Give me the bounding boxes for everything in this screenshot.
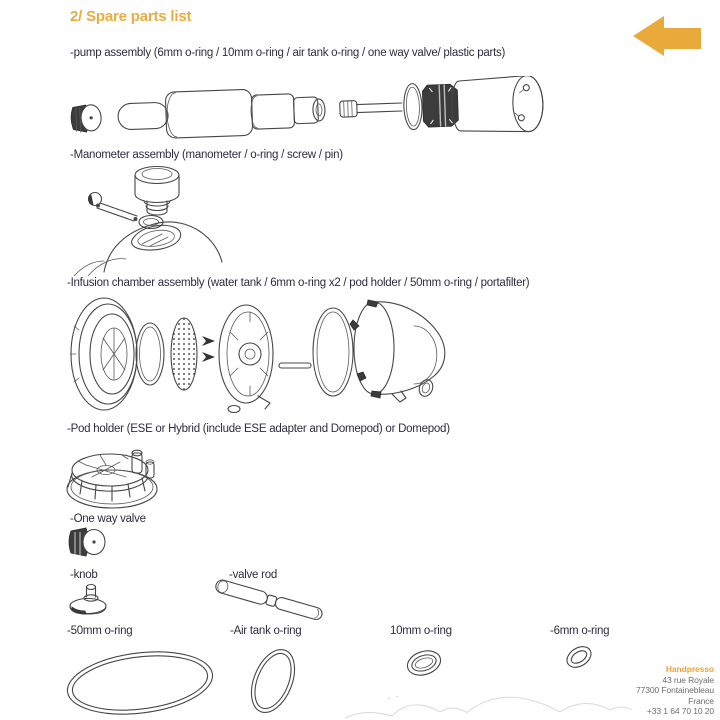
section-label-pod-holder: -Pod holder (ESE or Hybrid (include ESE adapter and Domepod) or Domepod) <box>67 423 450 435</box>
pod-holder-illustration <box>62 437 167 512</box>
section-label-pump-assembly: -pump assembly (6mm o-ring / 10mm o-ring / air tank o-ring / one way valve/ plastic parts) <box>70 47 506 59</box>
page-title: 2/ Spare parts list <box>70 8 192 25</box>
valve-rod-illustration <box>212 576 334 630</box>
section-label-valve-rod: -valve rod <box>229 569 277 581</box>
section-label-air-tank-o-ring: -Air tank o-ring <box>230 625 302 637</box>
pump-assembly-illustration <box>66 76 562 146</box>
section-label-manometer-assembly: -Manometer assembly (manometer / o-ring / screw / pin) <box>70 149 343 161</box>
section-label-one-way-valve: -One way valve <box>70 513 146 525</box>
o-ring-50mm-illustration <box>60 646 225 720</box>
section-label-6mm-o-ring: -6mm o-ring <box>550 625 610 637</box>
section-label-10mm-o-ring: 10mm o-ring <box>390 625 452 637</box>
arrow-left-icon <box>628 6 704 56</box>
section-label-infusion-chamber-assembly: -Infusion chamber assembly (water tank / 6mm o-ring x2 / pod holder / 50mm o-ring / portafilter) <box>67 277 530 289</box>
section-label-knob: -knob <box>70 569 98 581</box>
manometer-assembly-illustration <box>70 164 270 276</box>
page-number-badge: 3 <box>675 15 683 30</box>
footer-company-name: Handpresso <box>665 664 714 674</box>
infusion-chamber-illustration <box>62 292 462 416</box>
footer-address-line3: France <box>688 695 714 706</box>
section-label-50mm-o-ring: -50mm o-ring <box>67 625 133 637</box>
footer-company-block <box>636 664 714 717</box>
o-ring-6mm-illustration <box>558 638 606 680</box>
footer-phone: +33 1 64 70 10 20 <box>646 706 714 716</box>
footer-address-line1: 43 rue Royale <box>662 674 714 685</box>
o-ring-air-tank-illustration <box>240 644 310 720</box>
o-ring-10mm-illustration <box>396 644 456 686</box>
page-nav-arrow <box>628 6 704 56</box>
footer-address-line2: 77300 Fontainebleau <box>636 685 714 695</box>
one-way-valve-illustration <box>66 527 110 557</box>
knob-illustration <box>64 583 114 619</box>
